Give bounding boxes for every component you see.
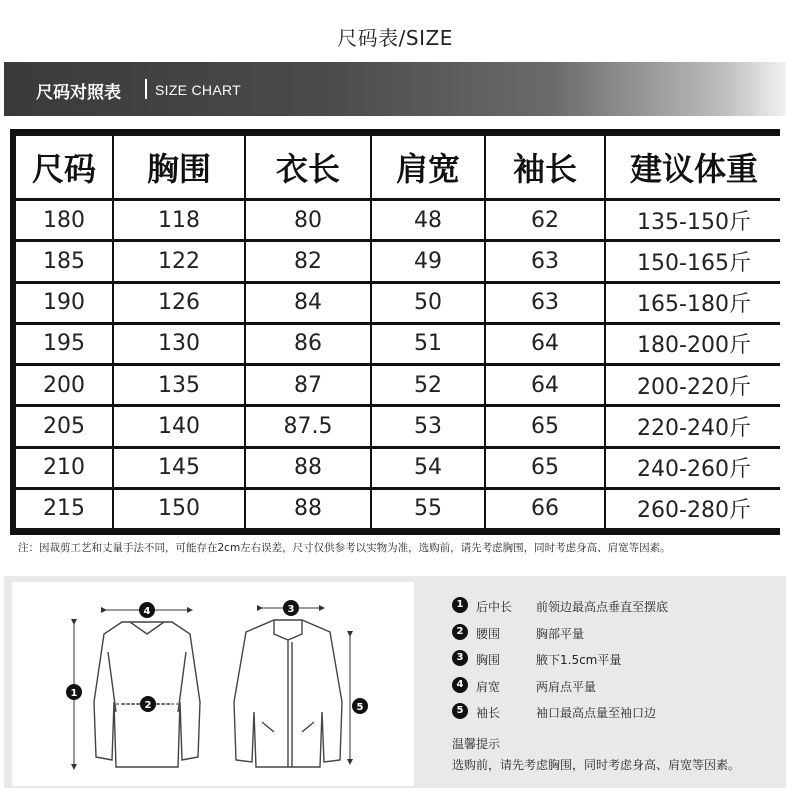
legend-desc: 胸部平量: [536, 626, 585, 641]
cell-size: 210: [16, 449, 112, 487]
cell-chest: 122: [114, 242, 244, 280]
header-length: 衣长: [246, 136, 370, 198]
cell-shoulder: 53: [372, 407, 484, 445]
garment-diagram: [12, 582, 414, 786]
cell-length: 87: [246, 366, 370, 404]
legend-name: 肩宽: [476, 679, 501, 694]
legend-number: 1: [452, 597, 468, 613]
legend-item: [452, 677, 772, 704]
diagram-marker: [139, 602, 155, 618]
header-chest: 胸围: [114, 136, 244, 198]
legend-name: 胸围: [476, 653, 501, 667]
table-row: [16, 407, 782, 445]
legend-number: 2: [452, 624, 468, 640]
tip-title: 温馨提示: [452, 737, 501, 751]
cell-shoulder: 50: [372, 284, 484, 322]
header-weight: 建议体重: [606, 136, 782, 198]
cell-sleeve: 65: [486, 407, 604, 445]
measurement-note: 注：因裁剪工艺和丈量手法不同，可能存在2cm左右误差，尺寸仅供参考以实物为准，选购前，请先考虑胸围，同时考虑身高、肩宽等因素。: [18, 542, 671, 554]
cell-size: 185: [16, 242, 112, 280]
tip-text: 选购前，请先考虑胸围，同时考虑身高、肩宽等因素。: [452, 758, 741, 772]
cell-size: 200: [16, 366, 112, 404]
cell-shoulder: 48: [372, 201, 484, 239]
cell-length: 82: [246, 242, 370, 280]
table-row: [16, 201, 782, 239]
cell-shoulder: 51: [372, 325, 484, 363]
diagram-marker: [352, 698, 368, 714]
cell-length: 88: [246, 490, 370, 528]
diagram-marker: [66, 684, 82, 700]
legend-desc: 两肩点平量: [536, 679, 597, 694]
cell-shoulder: 52: [372, 366, 484, 404]
cell-length: 84: [246, 284, 370, 322]
svg-text:1: 1: [70, 688, 78, 699]
cell-chest: 118: [114, 201, 244, 239]
cell-sleeve: 66: [486, 490, 604, 528]
cell-chest: 126: [114, 284, 244, 322]
table-row: [16, 242, 782, 280]
size-table: [10, 129, 780, 535]
table-row: [16, 490, 782, 528]
legend-number: 5: [452, 703, 468, 719]
legend-number: 3: [452, 650, 468, 666]
cell-length: 86: [246, 325, 370, 363]
svg-text:2: 2: [144, 700, 152, 711]
cell-sleeve: 63: [486, 284, 604, 322]
measurement-legend: [452, 597, 772, 730]
cell-chest: 145: [114, 449, 244, 487]
cell-sleeve: 63: [486, 242, 604, 280]
cell-weight: 165-180斤: [606, 284, 782, 322]
cell-size: 215: [16, 490, 112, 528]
cell-length: 87.5: [246, 407, 370, 445]
table-row: [16, 325, 782, 363]
table-row: [16, 449, 782, 487]
legend-name: 腰围: [476, 626, 501, 641]
cell-weight: 220-240斤: [606, 407, 782, 445]
cell-chest: 140: [114, 407, 244, 445]
banner-divider: [145, 79, 147, 99]
legend-item: [452, 703, 772, 730]
size-chart-banner: [4, 62, 786, 116]
cell-sleeve: 64: [486, 325, 604, 363]
cell-weight: 260-280斤: [606, 490, 782, 528]
svg-text:4: 4: [143, 606, 151, 617]
jacket-back-drawing: [94, 622, 200, 767]
cell-chest: 150: [114, 490, 244, 528]
banner-title-en: SIZE CHART: [155, 82, 241, 98]
garment-diagram-panel: [12, 582, 414, 786]
legend-name: 后中长: [476, 600, 513, 614]
page-title: 尺码表/SIZE: [337, 26, 453, 50]
cell-size: 190: [16, 284, 112, 322]
cell-shoulder: 55: [372, 490, 484, 528]
header-shoulder: 肩宽: [372, 136, 484, 198]
legend-number: 4: [452, 677, 468, 693]
cell-chest: 130: [114, 325, 244, 363]
banner-title-cn: 尺码对照表: [36, 83, 121, 103]
table-row: [16, 284, 782, 322]
header-sleeve: 袖长: [486, 136, 604, 198]
legend-item: [452, 597, 772, 624]
cell-length: 88: [246, 449, 370, 487]
header-size: 尺码: [16, 136, 112, 198]
table-row: [16, 366, 782, 404]
jacket-front-drawing: [234, 620, 342, 767]
legend-desc: 前领边最高点垂直至摆底: [536, 600, 669, 614]
diagram-marker: [283, 600, 299, 616]
cell-size: 205: [16, 407, 112, 445]
cell-weight: 200-220斤: [606, 366, 782, 404]
cell-size: 195: [16, 325, 112, 363]
legend-desc: 腋下1.5cm平量: [536, 653, 622, 667]
diagram-marker: [140, 696, 156, 712]
legend-name: 袖长: [476, 706, 501, 720]
cell-shoulder: 49: [372, 242, 484, 280]
cell-sleeve: 62: [486, 201, 604, 239]
cell-sleeve: 64: [486, 366, 604, 404]
legend-desc: 袖口最高点量至袖口边: [536, 706, 657, 720]
cell-sleeve: 65: [486, 449, 604, 487]
legend-item: [452, 624, 772, 651]
cell-weight: 180-200斤: [606, 325, 782, 363]
svg-text:3: 3: [287, 604, 295, 615]
cell-weight: 150-165斤: [606, 242, 782, 280]
legend-item: [452, 650, 772, 677]
cell-length: 80: [246, 201, 370, 239]
cell-chest: 135: [114, 366, 244, 404]
cell-weight: 240-260斤: [606, 449, 782, 487]
cell-shoulder: 54: [372, 449, 484, 487]
cell-weight: 135-150斤: [606, 201, 782, 239]
cell-size: 180: [16, 201, 112, 239]
table-header-row: [16, 136, 782, 198]
svg-text:5: 5: [356, 702, 364, 713]
